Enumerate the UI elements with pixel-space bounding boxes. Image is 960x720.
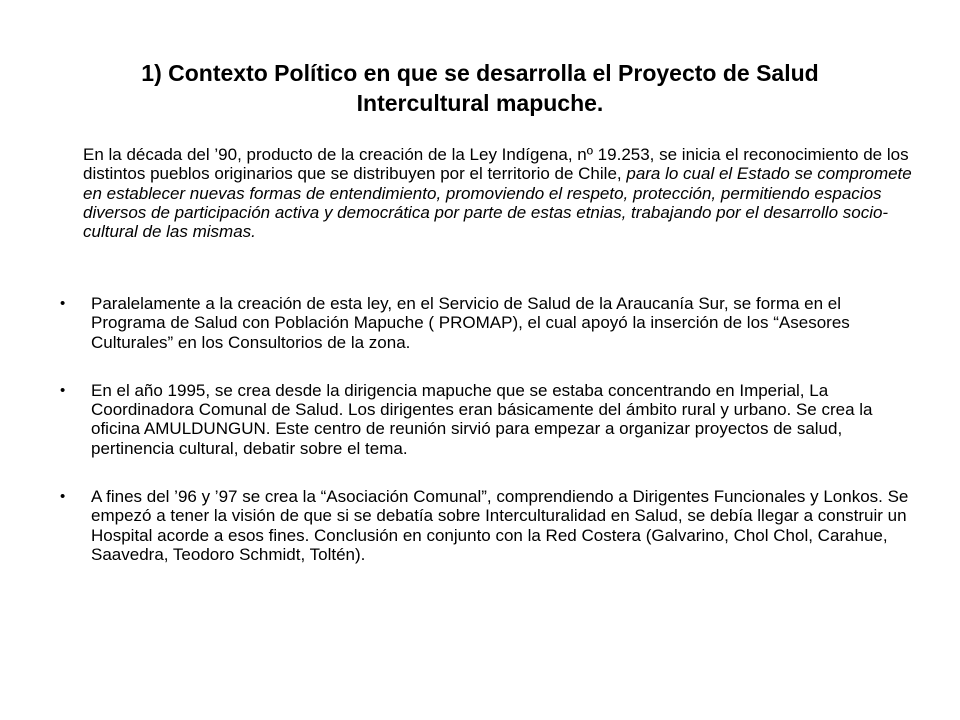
bullet-dot: •	[60, 295, 66, 312]
bullet-list	[60, 294, 920, 564]
bullet-dot: •	[60, 488, 66, 506]
bullet-text: En el año 1995, se crea desde la dirigencia mapuche que se estaba concentrando en Imperial, La Coordinadora Comunal de Salud. Los dirigentes eran básicamente del ámbito rural y urbano. Se crea la oficina AMULDUNGUN. Este centro de reunión sirvió para empezar a organizar proyectos de salud, pertinencia cultural, debatir sobre el tema.	[91, 380, 873, 458]
bullet-text: Paralelamente a la creación de esta ley, en el Servicio de Salud de la Araucanía Sur, se forma en el Programa de Salud con Población Mapuche ( PROMAP), el cual apoyó la inserción de los “Asesores Culturales” en los Consultorios de la zona.	[91, 294, 850, 352]
title-line-1: 1) Contexto Político en que se desarrolla el Proyecto de Salud	[141, 60, 819, 86]
intro-paragraph	[83, 145, 913, 241]
bullet-dot: •	[60, 381, 66, 399]
slide-title	[60, 58, 900, 118]
list-item	[60, 381, 920, 458]
intro-text-italic: para lo cual el Estado se compromete en establecer nuevas formas de entendimiento, promoviendo el respeto, protección, permitiendo espacios diversos de participación activa y democrática por parte de estas etnias, trabajando por el desarrollo socio-cultural de las mismas.	[83, 164, 912, 242]
list-item	[60, 294, 920, 352]
bullet-text: A fines del ’96 y ’97 se crea la “Asociación Comunal”, comprendiendo a Dirigentes Funcionales y Lonkos. Se empezó a tener la visión de que si se debatía sobre Interculturalidad en Salud, se debía llegar a construir un Hospital acorde a esos fines. Conclusión en conjunto con la Red Costera (Galvarino, Chol Chol, Carahue, Saavedra, Teodoro Schmidt, Toltén).	[91, 487, 909, 564]
list-item	[60, 487, 920, 564]
title-line-2: Intercultural mapuche.	[356, 90, 604, 116]
intro-text-normal: En la década del ’90, producto de la creación de la Ley Indígena, nº 19.253, se inicia el reconocimiento de los distintos pueblos originarios que se distribuyen por el territorio de Chile,	[83, 145, 909, 184]
